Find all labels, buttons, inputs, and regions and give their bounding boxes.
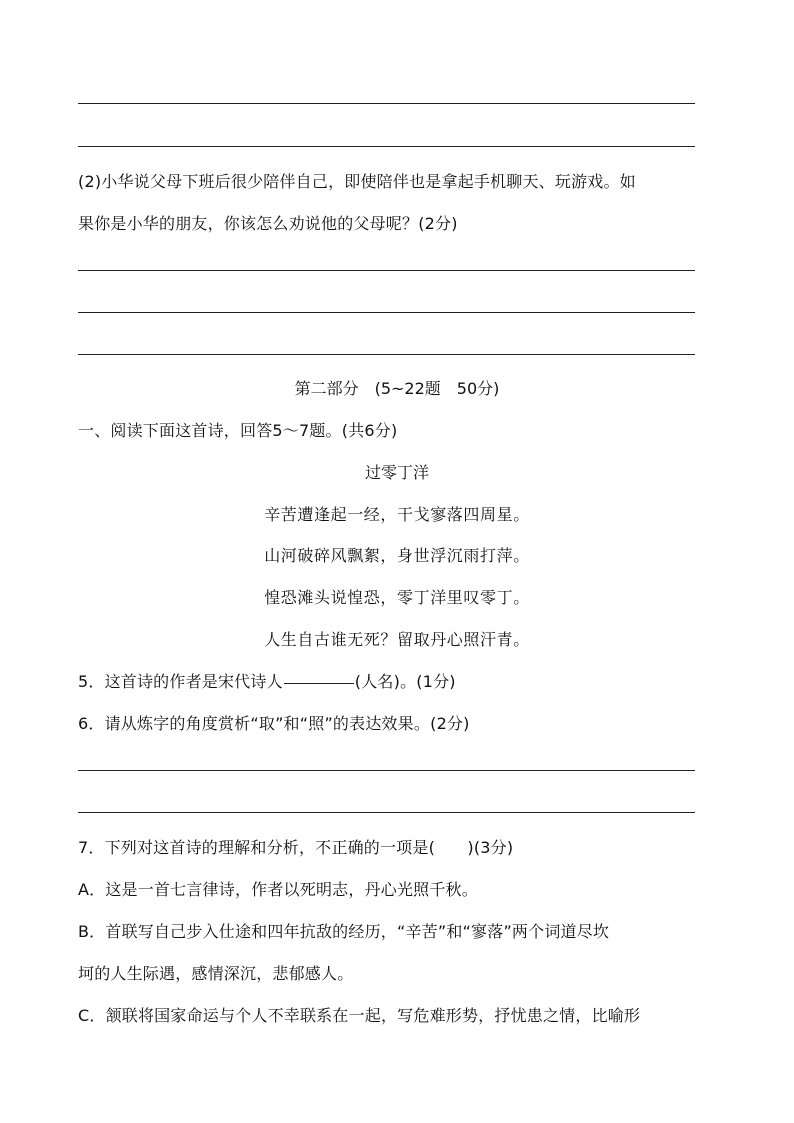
answer-line[interactable] — [78, 270, 695, 271]
answer-line[interactable] — [78, 812, 695, 813]
poem-line-2: 山河破碎风飘絮，身世浮沉雨打萍。 — [264, 546, 530, 565]
question-7-stem: 7．下列对这首诗的理解和分析，不正确的一项是( )(3分) — [78, 838, 514, 857]
question-4-2-text-cont: 果你是小华的朋友，你该怎么劝说他的父母呢？(2分) — [78, 214, 458, 233]
question-4-2-text: (2)小华说父母下班后很少陪伴自己，即使陪伴也是拿起手机聊天、玩游戏。如 — [78, 172, 636, 191]
reading-heading: 一、阅读下面这首诗，回答5～7题。(共6分) — [78, 421, 398, 440]
answer-line[interactable] — [78, 312, 695, 313]
answer-line[interactable] — [78, 770, 695, 771]
author-blank[interactable] — [284, 683, 354, 684]
poem-line-3: 惶恐滩头说惶恐，零丁洋里叹零丁。 — [264, 588, 530, 607]
section-title: 第二部分 (5~22题 50分) — [294, 379, 500, 398]
poem-line-4: 人生自古谁无死？留取丹心照汗青。 — [264, 630, 530, 649]
poem-line-1: 辛苦遭逢起一经，干戈寥落四周星。 — [264, 505, 530, 524]
question-6: 6．请从炼字的角度赏析“取”和“照”的表达效果。(2分) — [78, 714, 470, 733]
poem-title: 过零丁洋 — [364, 463, 429, 482]
option-c: C．颔联将国家命运与个人不幸联系在一起，写危难形势，抒忧患之情，比喻形 — [78, 1006, 641, 1025]
answer-line[interactable] — [78, 146, 695, 147]
question-5-suffix: (人名)。(1分) — [354, 672, 456, 691]
option-b: B．首联写自己步入仕途和四年抗敌的经历，“辛苦”和“寥落”两个词道尽坎 — [78, 922, 610, 941]
question-5 — [78, 672, 456, 692]
option-a: A．这是一首七言律诗，作者以死明志，丹心光照千秋。 — [78, 880, 478, 899]
question-5-text: 5．这首诗的作者是宋代诗人 — [78, 672, 283, 691]
option-b-cont: 坷的人生际遇，感情深沉，悲郁感人。 — [78, 964, 354, 983]
answer-line[interactable] — [78, 103, 695, 104]
answer-line[interactable] — [78, 354, 695, 355]
